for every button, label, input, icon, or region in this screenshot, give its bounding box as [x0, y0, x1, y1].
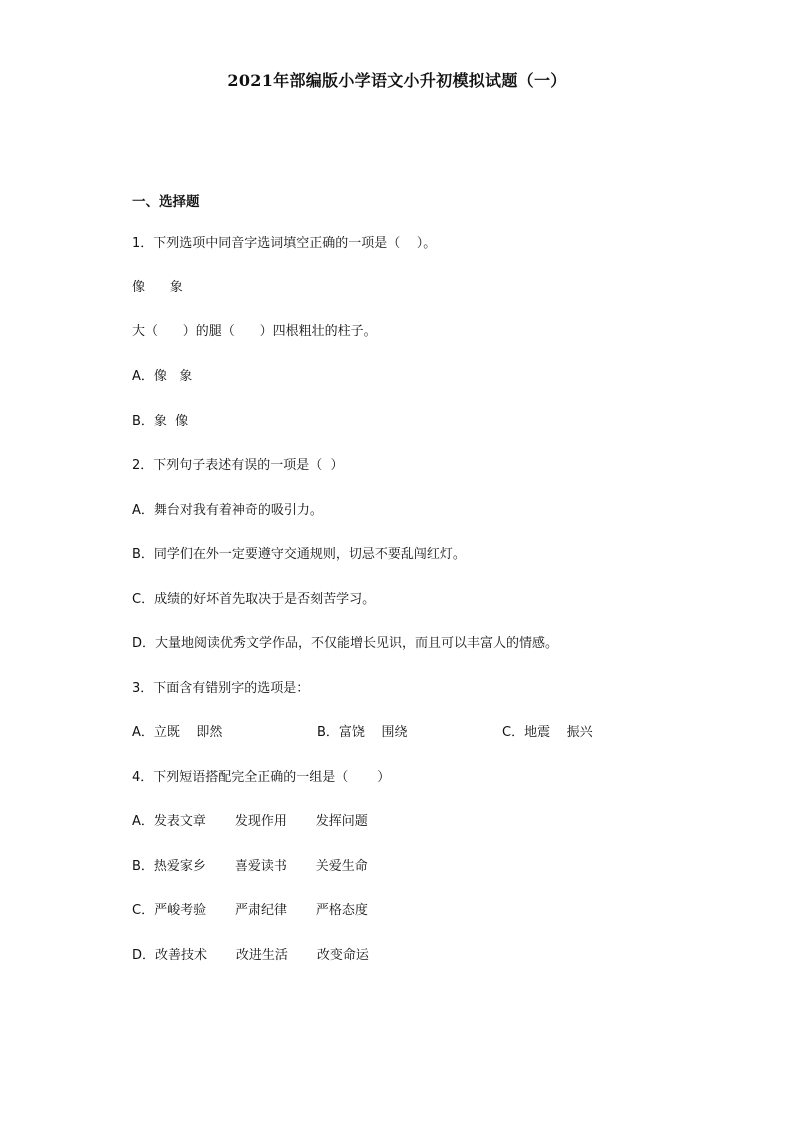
question-1-stem: 1．下列选项中同音字选词填空正确的一项是（ ）。	[132, 236, 437, 251]
question-1-option-b: B．象 像	[132, 414, 189, 429]
question-2-option-c: C．成绩的好坏首先取决于是否刻苦学习。	[132, 592, 376, 607]
question-4-option-a: A．发表文章 发现作用 发挥问题	[132, 814, 368, 829]
question-4-stem: 4．下列短语搭配完全正确的一组是（ ）	[132, 770, 391, 785]
question-1-characters: 像 象	[132, 280, 183, 295]
question-4-option-b: B．热爱家乡 喜爱读书 关爱生命	[132, 859, 368, 874]
page-title: 2021年部编版小学语文小升初模拟试题（一）	[227, 71, 567, 90]
question-2-option-a: A．舞台对我有着神奇的吸引力。	[132, 503, 323, 518]
question-4-option-c: C．严峻考验 严肃纪律 严格态度	[132, 903, 368, 918]
question-2-option-d: D．大量地阅读优秀文学作品，不仅能增长见识，而且可以丰富人的情感。	[132, 636, 559, 651]
question-2-stem: 2．下列句子表述有误的一项是（ ）	[132, 458, 344, 473]
question-3-option-c: C．地震 振兴	[502, 725, 593, 740]
question-3-stem: 3．下面含有错别字的选项是：	[132, 681, 310, 696]
question-3-option-a: A．立既 即然	[132, 725, 223, 740]
question-1-sentence: 大（ ）的腿（ ）四根粗壮的柱子。	[132, 324, 377, 339]
question-3-option-b: B．富饶 围绕	[317, 725, 408, 740]
question-2-option-b: B．同学们在外一定要遵守交通规则，切忌不要乱闯红灯。	[132, 547, 466, 562]
question-4-option-d: D．改善技术 改进生活 改变命运	[132, 948, 369, 963]
question-1-option-a: A．像 象	[132, 369, 193, 384]
section-heading-choice: 一、选择题	[132, 194, 200, 210]
